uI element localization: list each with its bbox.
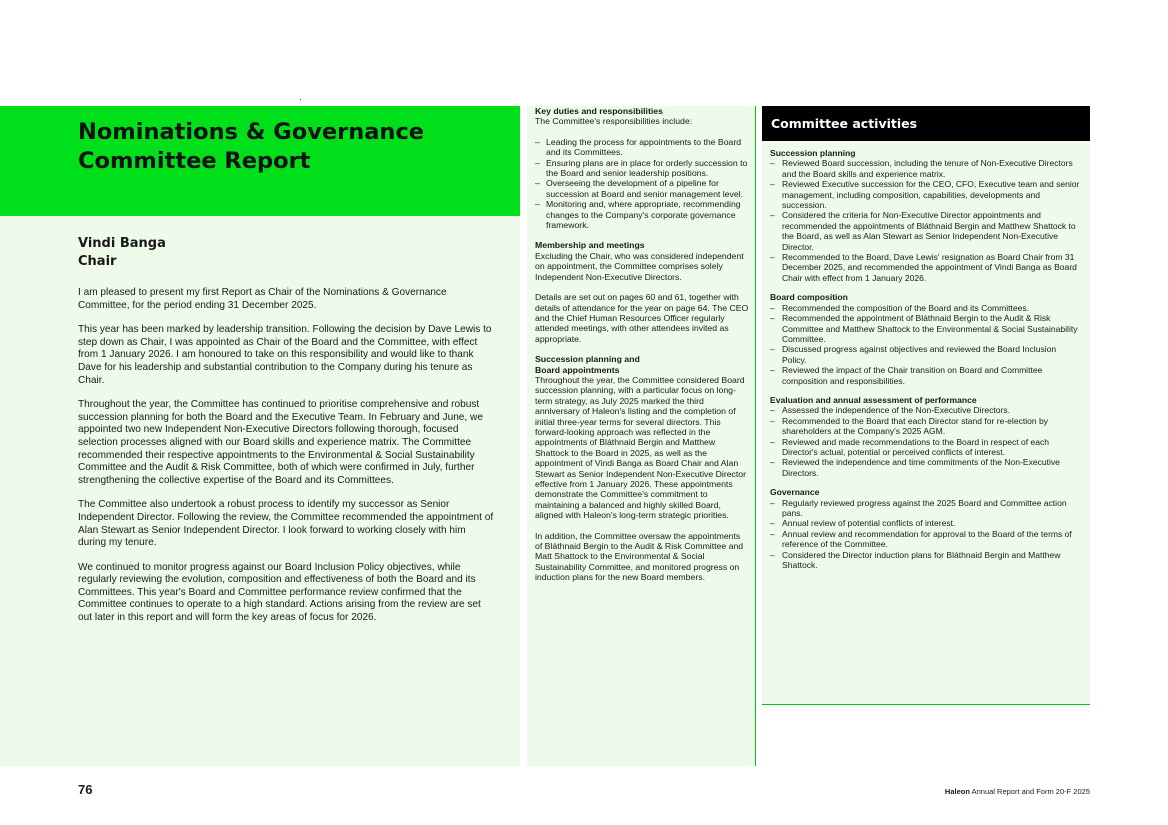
- chair-name: Vindi Banga: [78, 236, 166, 251]
- list-item: – Leading the process for appointments to the Board and its Committees.: [535, 137, 749, 158]
- list-item: – Recommended the appointment of Bláthnaid Bergin to the Audit & Risk Committee and Matthew Shattock to the Environmental & Social Sustainability Committee.: [770, 313, 1082, 344]
- intro-paragraph: We continued to monitor progress against our Board Inclusion Policy objectives, while regularly reviewing the evolution, composition and effectiveness of both the Board and its Committees. This year's Board and Committee performance review confirmed that the Committee continues to operate to a high standard. Actions arising from the review are set out later in this report and will form the key areas of focus for 2026.: [78, 561, 481, 624]
- succession-heading-line: Succession planning and: [535, 354, 640, 365]
- succession-paragraph: In addition, the Committee oversaw the appointments of Bláthnaid Bergin to the Audit & Risk Committee and Matt Shattock to the Environmental & Social Sustainability Committee, and monitored progress on induction plans for the new Board members.: [535, 530, 744, 583]
- intro-text: [78, 287, 496, 637]
- activities-bottom-rule: [762, 704, 1090, 705]
- succession-paragraph: Throughout the year, the Committee considered Board succession planning, with a particular focus on long-term strategy, as July 2025 marked the third anniversary of Haleon's listing and the completion of initial three-year terms for several directors. This forward-looking approach was reflected in the appointments of Bláthnaid Bergin and Matthew Shattock to the Board in 2025, as well as the appointment of Vindi Banga as Board Chair and Alan Stewart as Senior Independent Non-Executive Director effective from 1 January 2026. These appointments demonstrate the Committee's commitment to maintaining a balanced and highly skilled Board, aligned with Haleon's long-term strategic priorities.: [535, 374, 747, 521]
- membership-heading: Membership and meetings: [535, 240, 645, 251]
- membership-paragraph: Excluding the Chair, who was considered independent on appointment, the Committee comprises solely Independent Non-Executive Directors.: [535, 250, 744, 282]
- list-item: – Annual review and recommendation for approval to the Board of the terms of reference of the Committee.: [770, 529, 1082, 550]
- column-divider: [755, 106, 756, 766]
- activity-section-list: [770, 303, 1082, 386]
- succession-heading-line: Board appointments: [535, 364, 620, 375]
- stray-mark: [300, 99, 301, 100]
- page-title: Nominations & Governance Committee Report: [78, 119, 425, 174]
- list-item: – Assessed the independence of the Non-Executive Directors.: [770, 405, 1082, 415]
- chair-signature-block: [78, 235, 166, 271]
- intro-paragraph: This year has been marked by leadership transition. Following the decision by Dave Lewis to step down as Chair, I was appointed as Chair of the Board and the Committee, with effect from 1 January 2026. I am honoured to take on this responsibility and would like to thank Dave for his leadership and substantial contribution to the Company during his tenure as Chair.: [78, 324, 492, 386]
- activity-section-heading: Governance: [770, 487, 820, 498]
- duties-heading: Key duties and responsibilities: [535, 106, 663, 116]
- membership-paragraph: Details are set out on pages 60 and 61, together with details of attendance for the year on page 64. The CEO and the Chief Human Resources Officer regularly attended meetings, with other attendees invited as appropriate.: [535, 292, 749, 344]
- succession-heading: [535, 354, 749, 375]
- list-item: – Monitoring and, where appropriate, recommending changes to the Company's corporate governance framework.: [535, 199, 749, 230]
- intro-paragraph: The Committee also undertook a robust process to identify my successor as Senior Independent Director. Following the review, the Committee recommended the appointment of Alan Stewart as Senior Independent Director. I look forward to working closely with him during my tenure.: [78, 499, 494, 549]
- activity-section-heading: Succession planning: [770, 148, 856, 158]
- intro-paragraph: I am pleased to present my first Report as Chair of the Nominations & Governance Committee, for the period ending 31 December 2025.: [78, 287, 447, 311]
- activity-section-heading: Board composition: [770, 292, 848, 303]
- activity-section-list: [770, 498, 1082, 571]
- footer-publication-title: Annual Report and Form 20-F 2025: [971, 787, 1090, 796]
- list-item: – Recommended the composition of the Board and its Committees.: [770, 303, 1082, 313]
- list-item: – Annual review of potential conflicts of interest.: [770, 518, 1082, 528]
- list-item: – Considered the criteria for Non-Executive Director appointments and recommended the appointments of Bláthnaid Bergin and Matthew Shattock to the Board, as well as Alan Stewart as Senior Independent Non-Executive Director.: [770, 210, 1082, 252]
- list-item: – Considered the Director induction plans for Bláthnaid Bergin and Matthew Shattock.: [770, 550, 1082, 571]
- list-item: – Ensuring plans are in place for orderly succession to the Board and senior leadership positions.: [535, 158, 749, 179]
- list-item: – Reviewed and made recommendations to the Board in respect of each Director's actual, potential or perceived conflicts of interest.: [770, 437, 1082, 458]
- intro-paragraph: Throughout the year, the Committee has continued to prioritise comprehensive and robust succession planning for both the Board and the Executive Team. In February and June, we appointed two new Independent Non-Executive Directors following thorough, focused selection processes aligned with our Board skills and experience matrix. The Committee recommended their respective appointments to the Environmental & Social Sustainability Committee and the Audit & Risk Committee, both of which were confirmed in July, further strengthening the collective expertise of the Board and its Committees.: [78, 399, 483, 486]
- activities-list: [770, 148, 1082, 579]
- activities-header: Committee activities: [762, 106, 1090, 141]
- list-item: – Reviewed Executive succession for the CEO, CFO, Executive team and senior management, including composition, capabilities, developments and succession.: [770, 179, 1082, 210]
- footer-brand: Haleon: [944, 787, 970, 796]
- list-item: – Overseeing the development of a pipeline for succession at Board and senior management level.: [535, 178, 749, 199]
- list-item: – Recommended to the Board, Dave Lewis' resignation as Board Chair from 31 December 2025, and recommended the appointment of Vindi Banga as Board Chair with effect from 1 January 2026.: [770, 252, 1082, 283]
- list-item: – Discussed progress against objectives and reviewed the Board Inclusion Policy.: [770, 344, 1082, 365]
- duties-list: [535, 137, 749, 231]
- list-item: – Reviewed Board succession, including the tenure of Non-Executive Directors and the Board skills and experience matrix.: [770, 158, 1082, 179]
- activity-section-list: [770, 158, 1082, 283]
- list-item: – Reviewed the independence and time commitments of the Non-Executive Directors.: [770, 457, 1082, 478]
- chair-role: Chair: [78, 254, 117, 269]
- list-item: – Regularly reviewed progress against the 2025 Board and Committee action pans.: [770, 498, 1082, 519]
- duties-intro: The Committee's responsibilities include:: [535, 116, 693, 127]
- activity-section-list: [770, 405, 1082, 478]
- page-number: 76: [78, 782, 93, 797]
- middle-column: [535, 106, 749, 593]
- list-item: – Reviewed the impact of the Chair transition on Board and Committee composition and responsibilities.: [770, 365, 1082, 386]
- activity-section-heading: Evaluation and annual assessment of performance: [770, 394, 977, 405]
- footer-publication: [945, 787, 1090, 797]
- list-item: – Recommended to the Board that each Director stand for re-election by shareholders at the Company's 2025 AGM.: [770, 416, 1082, 437]
